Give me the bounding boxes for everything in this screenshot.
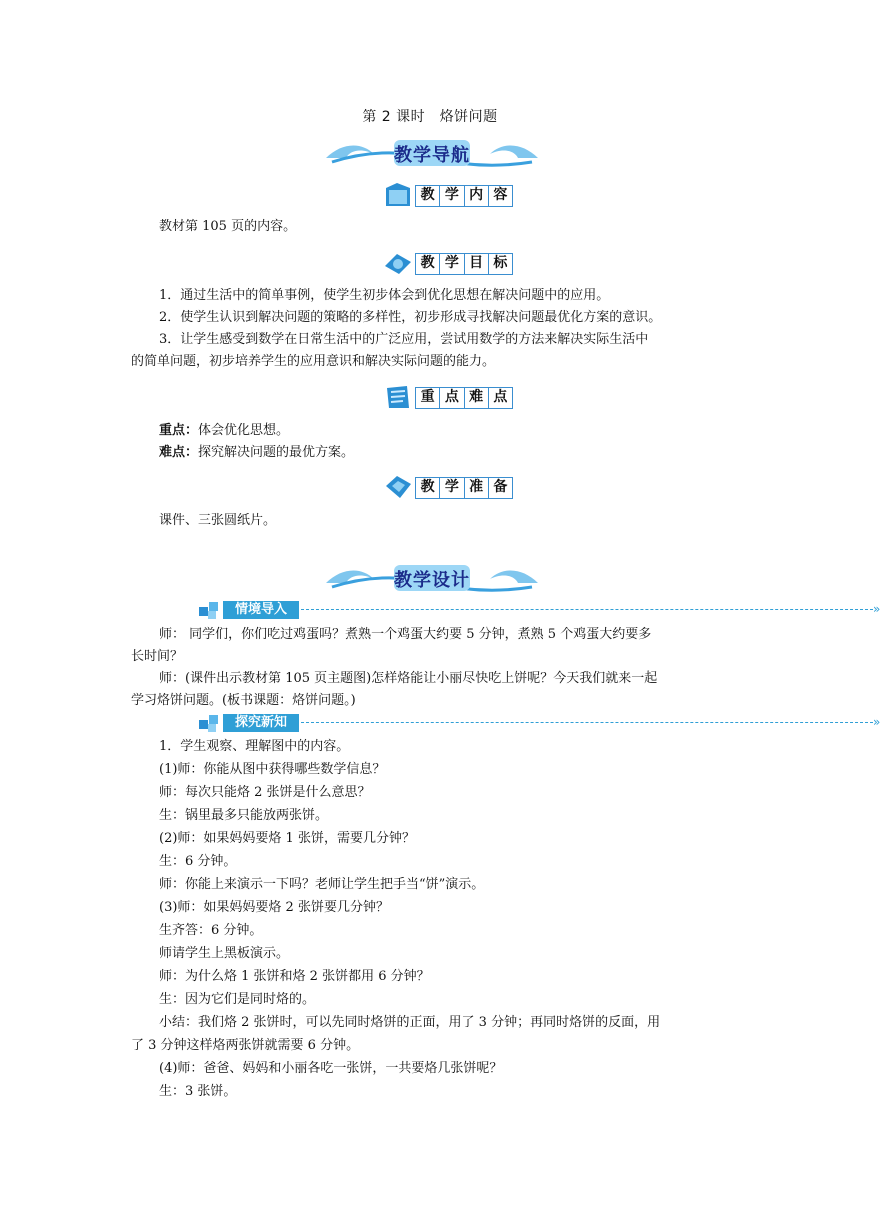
explore-line: 生：6 分钟。 xyxy=(159,854,237,869)
label-char: 重 xyxy=(416,388,440,408)
intro-line: 师：(课件出示教材第 105 页主题图)怎样烙能让小丽尽快吃上饼呢？今天我们就来一起 xyxy=(159,671,658,686)
section-label xyxy=(415,387,513,409)
explore-line: 小结：我们烙 2 张饼时，可以先同时烙饼的正面，用了 3 分钟；再同时烙饼的反面，用 xyxy=(159,1015,661,1030)
explore-line: 师：为什么烙 1 张饼和烙 2 张饼都用 6 分钟？ xyxy=(159,969,430,984)
explore-line: 了 3 分钟这样烙两张饼就需要 6 分钟。 xyxy=(131,1038,360,1053)
explore-line: (1)师：你能从图中获得哪些数学信息？ xyxy=(159,762,386,777)
explore-line: 师：你能上来演示一下吗？老师让学生把手当“饼”演示。 xyxy=(159,877,485,892)
note-icon xyxy=(383,382,413,412)
explore-line: 生：因为它们是同时烙的。 xyxy=(159,992,316,1007)
section-label xyxy=(415,185,513,207)
dashed-divider xyxy=(301,609,873,610)
banner-label: 教学设计 xyxy=(394,570,470,591)
goal-item-3-cont: 的简单问题，初步培养学生的应用意识和解决实际问题的能力。 xyxy=(131,354,496,369)
label-char: 教 xyxy=(416,254,440,274)
target-icon xyxy=(383,248,413,278)
explore-line: (3)师：如果妈妈要烙 2 张饼要几分钟？ xyxy=(159,900,389,915)
label-char: 教 xyxy=(416,478,440,498)
double-arrow-icon: » xyxy=(873,602,880,616)
difficult-text: 探究解决问题的最优方案。 xyxy=(198,445,355,460)
tag-label: 情境导入 xyxy=(223,601,299,619)
folder-icon xyxy=(383,180,413,210)
label-char: 标 xyxy=(493,255,508,271)
key-label: 重点： xyxy=(159,423,199,438)
explore-line: 师：每次只能烙 2 张饼是什么意思？ xyxy=(159,785,371,800)
section-header-prep xyxy=(383,472,518,504)
banner-teaching-navigation xyxy=(322,136,542,172)
content-text: 教材第 105 页的内容。 xyxy=(159,219,297,234)
double-arrow-icon: » xyxy=(873,715,880,729)
label-char: 容 xyxy=(493,187,508,203)
label-char: 学 xyxy=(440,478,464,498)
key-point xyxy=(131,420,731,442)
section-label xyxy=(415,477,513,499)
label-char: 点 xyxy=(440,388,464,408)
explore-line: 师请学生上黑板演示。 xyxy=(159,946,290,961)
label-char: 教 xyxy=(416,186,440,206)
intro-line: 学习烙饼问题。(板书课题：烙饼问题。) xyxy=(131,693,356,708)
section-header-content xyxy=(383,180,518,212)
label-char: 备 xyxy=(493,479,508,495)
banner-label: 教学导航 xyxy=(394,145,470,166)
tag-label: 探究新知 xyxy=(223,714,299,732)
label-char: 难 xyxy=(465,388,489,408)
label-char: 内 xyxy=(465,186,489,206)
tag-explore-new xyxy=(197,712,880,734)
tag-scenario-intro xyxy=(197,599,880,621)
section-header-keypoints xyxy=(383,382,518,414)
goal-item-2: 2．使学生认识到解决问题的策略的多样性，初步形成寻找解决问题最优化方案的意识。 xyxy=(159,310,662,325)
goal-item-1: 1．通过生活中的简单事例，使学生初步体会到优化思想在解决问题中的应用。 xyxy=(159,288,610,303)
label-char: 点 xyxy=(493,389,508,405)
intro-line: 师： 同学们，你们吃过鸡蛋吗？煮熟一个鸡蛋大约要 5 分钟，煮熟 5 个鸡蛋大约要多 xyxy=(159,627,652,642)
explore-line: 生齐答：6 分钟。 xyxy=(159,923,263,938)
label-char: 学 xyxy=(440,254,464,274)
section-header-goals xyxy=(383,248,518,280)
intro-line: 长时间？ xyxy=(131,649,184,664)
explore-line: (2)师：如果妈妈要烙 1 张饼，需要几分钟？ xyxy=(159,831,415,846)
cubes-icon xyxy=(197,712,221,734)
book-icon xyxy=(383,472,413,502)
difficult-point xyxy=(131,442,731,464)
lesson-title: 第 2 课时 烙饼问题 xyxy=(362,109,498,125)
label-char: 学 xyxy=(440,186,464,206)
explore-line: (4)师：爸爸、妈妈和小丽各吃一张饼，一共要烙几张饼呢？ xyxy=(159,1061,503,1076)
prep-text: 课件、三张圆纸片。 xyxy=(159,513,277,528)
banner-teaching-design xyxy=(322,561,542,597)
dashed-divider xyxy=(301,722,873,723)
key-text: 体会优化思想。 xyxy=(198,423,290,438)
explore-line: 生：锅里最多只能放两张饼。 xyxy=(159,808,329,823)
difficult-label: 难点： xyxy=(159,445,199,460)
explore-line: 1．学生观察、理解图中的内容。 xyxy=(159,739,350,754)
cubes-icon xyxy=(197,599,221,621)
label-char: 目 xyxy=(465,254,489,274)
section-label xyxy=(415,253,513,275)
explore-line: 生：3 张饼。 xyxy=(159,1084,237,1099)
goal-item-3: 3．让学生感受到数学在日常生活中的广泛应用，尝试用数学的方法来解决实际生活中 xyxy=(159,332,649,347)
label-char: 准 xyxy=(465,478,489,498)
